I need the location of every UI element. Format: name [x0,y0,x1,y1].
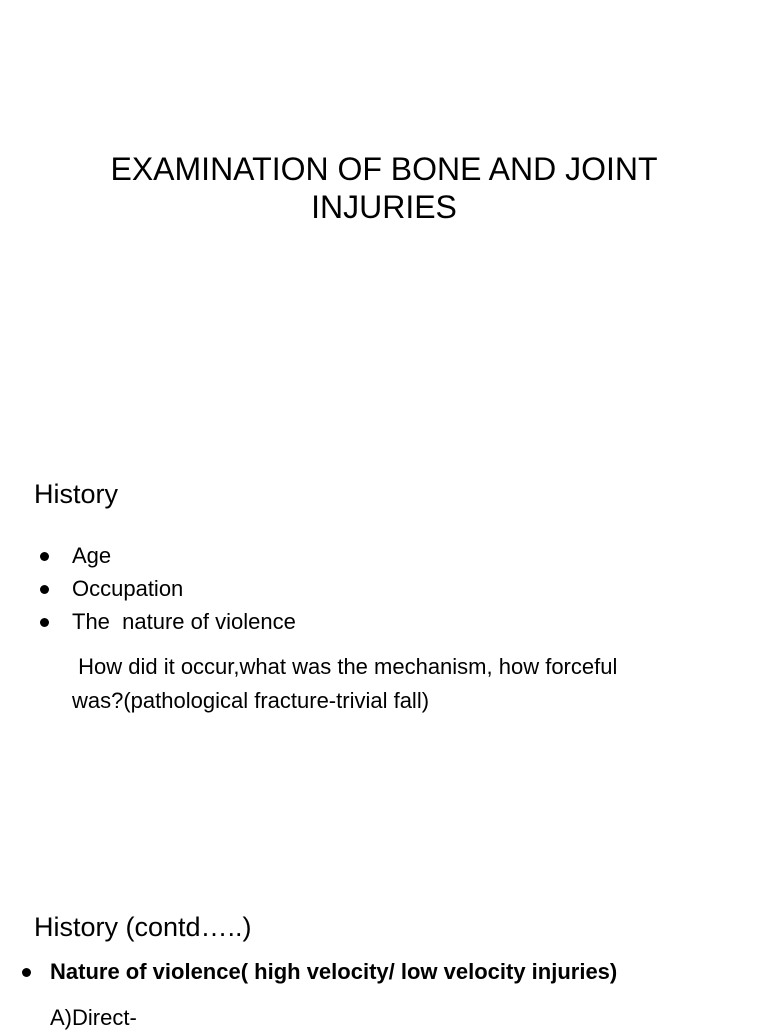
history-slide [0,440,768,870]
list-item-text: Occupation [72,576,184,601]
list-item-text: The nature of violence [72,609,296,634]
slide-title-line: INJURIES [311,189,457,225]
list-item-text: Nature of violence( high velocity/ low velocity injuries) [50,959,618,984]
slide-heading: History [34,479,119,509]
list-item-text: Age [72,543,112,568]
bullet-icon [22,968,31,977]
bullet-icon [40,618,49,627]
paragraph-line: was?(pathological fracture-trivial fall) [72,688,430,713]
bullet-icon [40,585,49,594]
slide-heading: History (contd…..) [34,912,252,942]
slide-title [0,150,768,226]
title-slide [0,0,768,440]
history-contd-slide [0,870,768,1030]
sub-item-text: A)Direct- [50,1005,137,1030]
slide-title-line: EXAMINATION OF BONE AND JOINT [110,151,658,187]
bullet-icon [40,552,49,561]
explanation-paragraph [72,650,722,718]
list-item [0,956,768,988]
paragraph-line: How did it occur,what was the mechanism, how forceful [72,654,618,679]
